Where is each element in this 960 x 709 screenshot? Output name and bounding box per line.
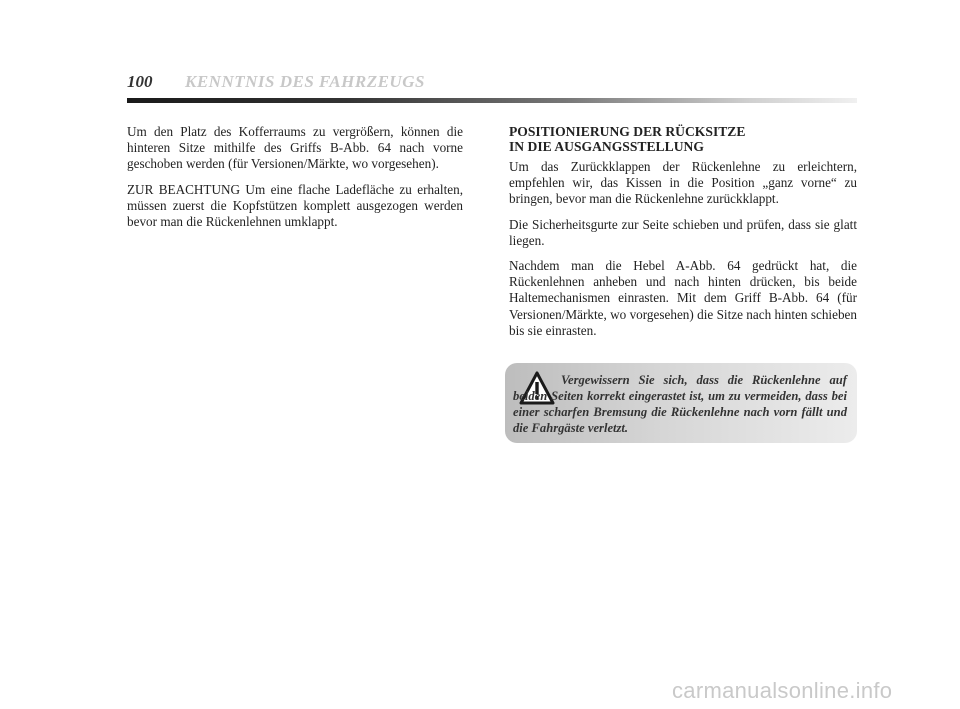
paragraph: Um das Zurückklappen der Rückenlehne zu erleichtern, empfehlen wir, das Kissen in die Position „ganz vorne“ zu bringen, bevor man die Rückenlehne zurückklappt. [509, 159, 857, 207]
page-header [127, 72, 857, 108]
right-column [509, 124, 857, 348]
watermark: carmanualsonline.info [672, 678, 893, 703]
warning-text [513, 372, 847, 436]
warning-box [505, 363, 857, 443]
section-heading [509, 124, 857, 154]
warning-message: Vergewissern Sie sich, dass die Rückenlehne auf beiden Seiten korrekt eingerastet ist, um zu vermeiden, dass bei einer scharfen Bremsung die Rückenlehne nach vorn fällt und die Fahrgäste verletzt. [513, 373, 847, 435]
section-heading-line2: IN DIE AUSGANGSSTELLUNG [509, 139, 704, 154]
section-heading-line1: POSITIONIERUNG DER RÜCKSITZE [509, 124, 746, 139]
header-rule [127, 98, 857, 103]
paragraph: Nachdem man die Hebel A-Abb. 64 gedrückt hat, die Rückenlehnen anheben und nach hinten drücken, bis beide Haltemechanismen einrasten. Mit dem Griff B-Abb. 64 (für Versionen/Märkte, wo vorgesehen) die Sitze nach hinten schieben bis sie einrasten. [509, 258, 857, 338]
running-title: KENNTNIS DES FAHRZEUGS [185, 72, 425, 91]
paragraph: Die Sicherheitsgurte zur Seite schieben und prüfen, dass sie glatt liegen. [509, 216, 857, 248]
paragraph: Um den Platz des Kofferraums zu vergrößern, können die hinteren Sitze mithilfe des Griffs B-Abb. 64 nach vorne geschoben werden (für Versionen/Märkte, wo vorgesehen). [127, 124, 463, 172]
paragraph: ZUR BEACHTUNG Um eine flache Ladefläche zu erhalten, müssen zuerst die Kopfstützen komplett ausgezogen werden bevor man die Rückenlehnen umklappt. [127, 181, 463, 230]
page-number: 100 [127, 72, 153, 91]
left-column [127, 124, 463, 239]
